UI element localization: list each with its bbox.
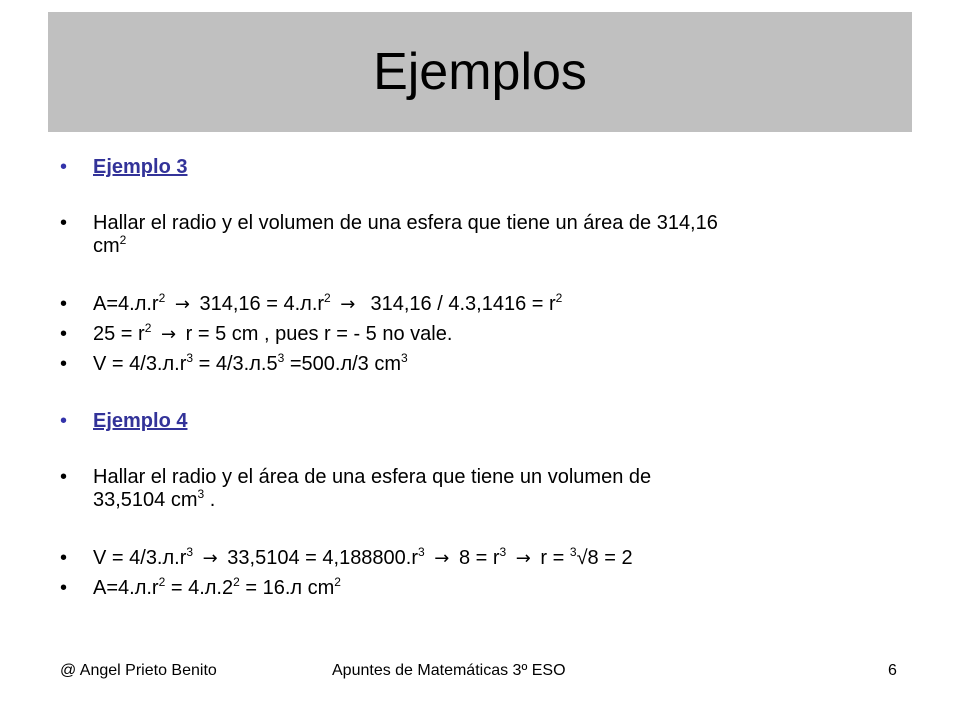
superscript: 2	[334, 575, 341, 589]
bullet-equation-3	[60, 353, 408, 376]
superscript: 3	[277, 351, 285, 365]
eq4-part-e: √8 = 2	[576, 547, 633, 569]
bullet-equation-5	[60, 577, 341, 600]
bullet-icon: •	[60, 353, 68, 375]
bullet-equation-2	[60, 323, 452, 346]
superscript: 3	[186, 351, 194, 365]
superscript: 2	[119, 233, 127, 247]
superscript: 3	[186, 545, 194, 559]
eq5-part-a: A=4.л.r	[93, 577, 159, 599]
superscript: 2	[144, 321, 152, 335]
bullet-icon: •	[60, 323, 68, 345]
superscript: 3	[569, 545, 577, 559]
bullet-problem-2	[60, 466, 651, 512]
problem-1-line-2: cm	[93, 235, 120, 257]
slide-title: Ejemplos	[373, 43, 587, 101]
bullet-icon: •	[60, 466, 68, 488]
bullet-icon: •	[60, 547, 68, 569]
superscript: 3	[401, 351, 408, 365]
equation-2	[93, 323, 452, 346]
superscript: 3	[499, 545, 507, 559]
bullet-icon: •	[60, 293, 68, 315]
superscript: 2	[555, 291, 563, 305]
eq2-part-b: r = 5 cm , pues r = - 5 no vale.	[185, 323, 453, 345]
eq4-part-a: V = 4/3.л.r	[93, 547, 187, 569]
superscript: 2	[158, 575, 166, 589]
bullet-icon: •	[60, 212, 68, 234]
superscript: 2	[233, 575, 240, 589]
bullet-icon: •	[60, 410, 68, 432]
bullet-heading-ejemplo-4	[60, 410, 187, 433]
footer-author: @ Angel Prieto Benito	[60, 662, 217, 679]
problem-2-line-1: Hallar el radio y el área de una esfera que tiene un volumen de	[93, 466, 652, 488]
footer-course: Apuntes de Matemáticas 3º ESO	[332, 662, 566, 679]
superscript: 3	[418, 545, 425, 559]
eq5-part-b: = 4.л.2	[165, 577, 234, 599]
eq3-part-a: V = 4/3.л.r	[93, 353, 187, 375]
bullet-equation-4	[60, 547, 633, 570]
heading-ejemplo-3-link[interactable]: Ejemplo 3	[93, 156, 188, 178]
eq4-part-b: 33,5104 = 4,188800.r	[227, 547, 419, 569]
title-bar	[48, 12, 912, 132]
superscript: 3	[197, 487, 205, 501]
arrow-right-icon: →	[515, 548, 531, 569]
eq3-part-c: =500.л/3 cm	[284, 353, 402, 375]
problem-1-text	[93, 212, 718, 258]
equation-4	[93, 547, 633, 570]
eq2-part-a: 25 = r	[93, 323, 145, 345]
bullet-heading-ejemplo-3	[60, 156, 187, 179]
eq5-part-c: = 16.л cm	[239, 577, 335, 599]
equation-5	[93, 577, 341, 600]
arrow-right-icon: →	[160, 324, 177, 345]
equation-1	[93, 293, 562, 316]
superscript: 2	[324, 291, 331, 305]
problem-2-line-2: 33,5104 cm	[93, 489, 198, 511]
arrow-right-icon: →	[174, 294, 190, 315]
heading-ejemplo-4-link[interactable]: Ejemplo 4	[93, 410, 188, 432]
superscript: 2	[158, 291, 166, 305]
bullet-equation-1	[60, 293, 562, 316]
eq4-part-d: r =	[540, 547, 570, 569]
footer-page-number: 6	[888, 662, 897, 679]
bullet-problem-1	[60, 212, 718, 258]
eq1-part-b: 314,16 = 4.л.r	[199, 293, 325, 315]
arrow-right-icon: →	[202, 548, 218, 569]
problem-2-end: .	[204, 489, 216, 511]
eq1-part-a: A=4.л.r	[93, 293, 159, 315]
equation-3	[93, 353, 408, 376]
arrow-right-icon: →	[340, 294, 356, 315]
arrow-right-icon: →	[434, 548, 450, 569]
problem-1-line-1: Hallar el radio y el volumen de una esfera que tiene un área de 314,16	[93, 212, 718, 234]
eq1-part-c: 314,16 / 4.3,1416 = r	[370, 293, 556, 315]
eq3-part-b: = 4/3.л.5	[193, 353, 278, 375]
bullet-icon: •	[60, 156, 68, 178]
eq4-part-c: 8 = r	[458, 547, 500, 569]
problem-2-text	[93, 466, 651, 512]
bullet-icon: •	[60, 577, 68, 599]
